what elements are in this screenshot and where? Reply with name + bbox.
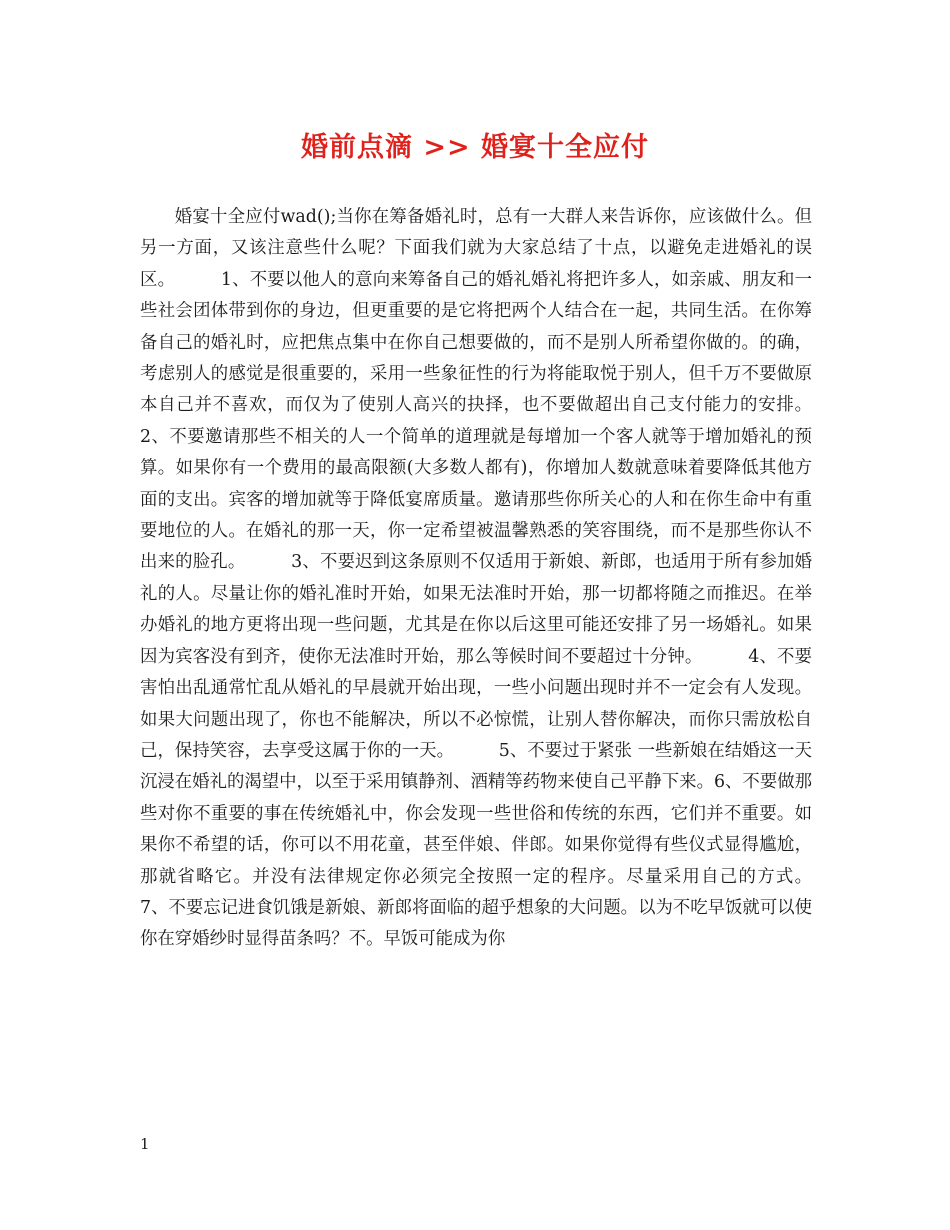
document-body: 婚宴十全应付wad();当你在筹备婚礼时，总有一大群人来告诉你，应该做什么。但另一方面，又该注意些什么呢？下面我们就为大家总结了十点，以避免走进婚礼的误区。 1、不要以他人的意向来筹备自己的婚礼婚礼将把许多人，如亲戚、朋友和一些社会团体带到你的身边，但更重要的是它将把两个人结合在一起，共同生活。在你筹备自己的婚礼时，应把焦点集中在你自己想要做的，而不是别人所希望你做的。的确，考虑别人的感觉是很重要的，采用一些象征性的行为将能取悦于别人，但千万不要做原本自己并不喜欢，而仅为了使别人高兴的抉择，也不要做超出自己支付能力的安排。 2、不要邀请那些不相关的人一个简单的道理就是每增加一个客人就等于增加婚礼的预算。如果你有一个费用的最高限额(大多数人都有)，你增加人数就意味着要降低其他方面的支出。宾客的增加就等于降低宴席质量。邀请那些你所关心的人和在你生命中有重要地位的人。在婚礼的那一天，你一定希望被温馨熟悉的笑容围绕，而不是那些你认不出来的脸孔。 3、不要迟到这条原则不仅适用于新娘、新郎，也适用于所有参加婚礼的人。尽量让你的婚礼准时开始，如果无法准时开始，那一切都将随之而推迟。在举办婚礼的地方更将出现一些问题，尤其是在你以后这里可能还安排了另一场婚礼。如果因为宾客没有到齐，使你无法准时开始，那么等候时间不要超过十分钟。 4、不要害怕出乱通常忙乱从婚礼的早晨就开始出现，一些小问题出现时并不一定会有人发现。如果大问题出现了，你也不能解决，所以不必惊慌，让别人替你解决，而你只需放松自己，保持笑容，去享受这属于你的一天。 5、不要过于紧张 一些新娘在结婚这一天沉浸在婚礼的渴望中，以至于采用镇静剂、酒精等药物来使自己平静下来。6、不要做那些对你不重要的事在传统婚礼中，你会发现一些世俗和传统的东西，它们并不重要。如果你不希望的话，你可以不用花童，甚至伴娘、伴郎。如果你觉得有些仪式显得尴尬，那就省略它。并没有法律规定你必须完全按照一定的程序。尽量采用自己的方式。 7、不要忘记进食饥饿是新娘、新郎将面临的超乎想象的大问题。以为不吃早饭就可以使你在穿婚纱时显得苗条吗？不。早饭可能成为你 (140, 207, 857, 950)
page-number: 1 (140, 1135, 150, 1153)
document-title: 婚前点滴 >> 婚宴十全应付 (300, 132, 650, 163)
